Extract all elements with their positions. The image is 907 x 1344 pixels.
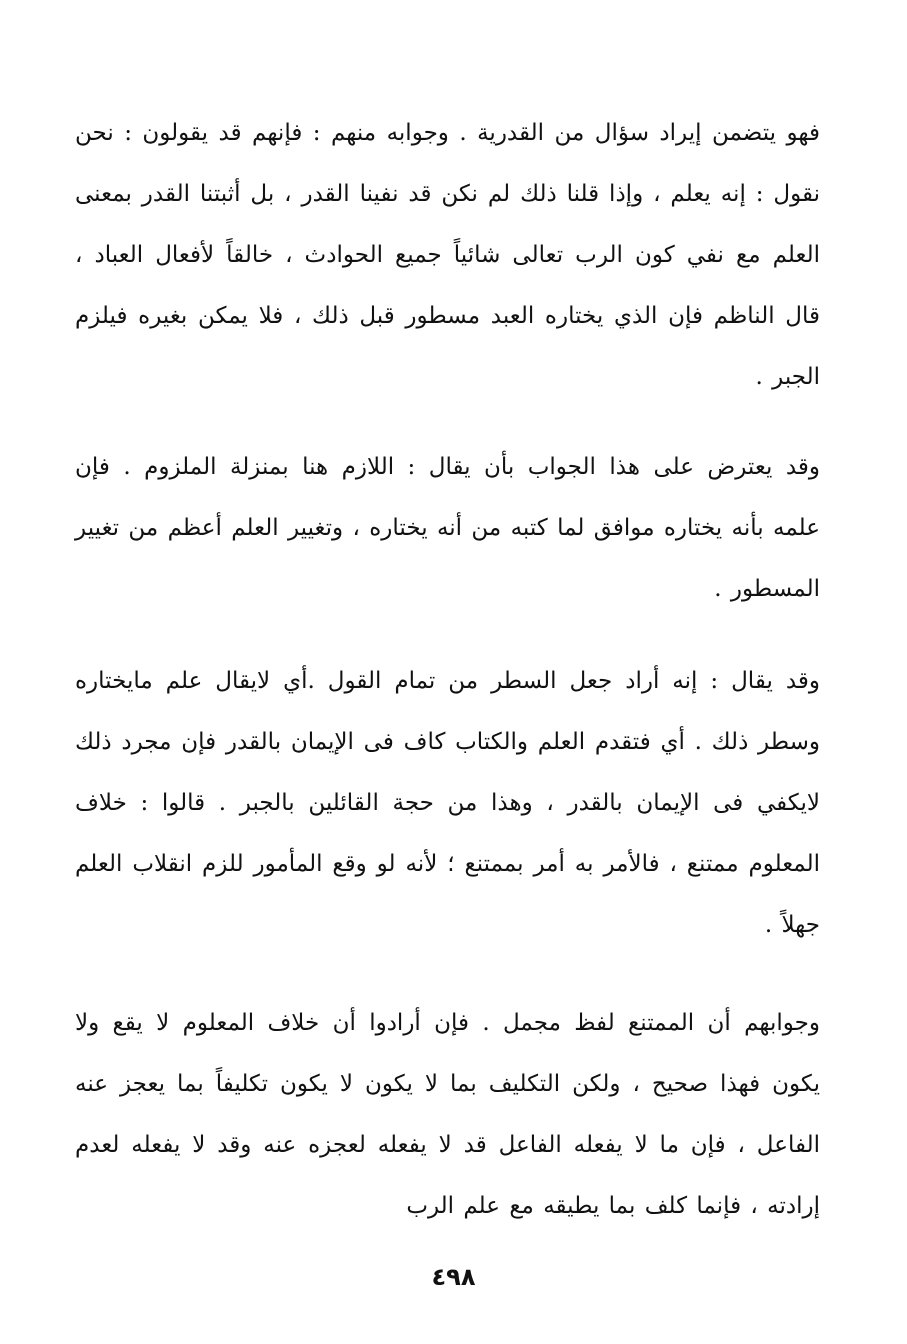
page-number: ٤٩٨	[431, 1263, 476, 1291]
paragraph-2: وقد يعترض على هذا الجواب بأن يقال : اللازم هنا بمنزلة الملزوم . فإن علمه بأنه يختاره موافق لما كتبه من أنه يختاره ، وتغيير العلم أعظم من تغيير المسطور .	[75, 454, 820, 602]
paragraph-4: وجوابهم أن الممتنع لفظ مجمل . فإن أرادوا أن خلاف المعلوم لا يقع ولا يكون فهذا صحيح ، ولكن التكليف بما لا يكون لا يكون تكليفاً بما يعجز عنه الفاعل ، فإن ما لا يفعله الفاعل قد لا يفعله لعجزه عنه وقد لا يفعله لعدم إرادته ، فإنما كلف بما يطيقه مع علم الرب	[75, 1010, 820, 1219]
paragraph-3: وقد يقال : إنه أراد جعل السطر من تمام القول .أي لايقال علم مايختاره وسطر ذلك . أي فتقدم العلم والكتاب كاف فى الإيمان بالقدر فإن مجرد ذلك لايكفي فى الإيمان بالقدر ، وهذا من حجة القائلين بالجبر . قالوا : خلاف المعلوم ممتنع ، فالأمر به أمر بممتنع ؛ لأنه لو وقع المأمور للزم انقلاب العلم جهلاً .	[75, 668, 820, 938]
paragraph-1: فهو يتضمن إيراد سؤال من القدرية . وجوابه منهم : فإنهم قد يقولون : نحن نقول : إنه يعلم ، وإذا قلنا ذلك لم نكن قد نفينا القدر ، بل أثبتنا القدر بمعنى العلم مع نفي كون الرب تعالى شائياً جميع الحوادث ، خالقاً لأفعال العباد ، قال الناظم فإن الذي يختاره العبد مسطور قبل ذلك ، فلا يمكن بغيره فيلزم الجبر .	[75, 120, 820, 390]
